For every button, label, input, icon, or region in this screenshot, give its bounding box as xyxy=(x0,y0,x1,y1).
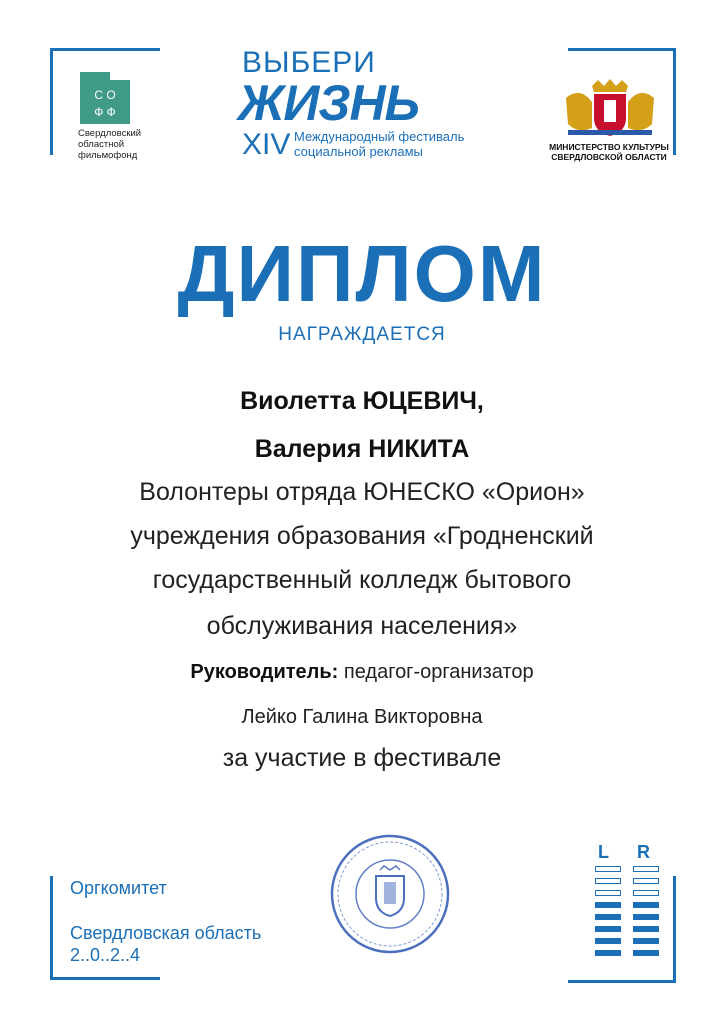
leader-name: Лейко Галина Викторовна xyxy=(241,706,483,728)
meter-bar xyxy=(633,902,659,908)
org-committee: Оргкомитет xyxy=(70,878,167,898)
festival-subtitle xyxy=(294,129,514,159)
meter-right-label: R xyxy=(637,842,650,862)
diploma-title: ДИПЛОМ xyxy=(177,229,547,318)
coat-of-arms-icon xyxy=(562,78,658,138)
meter-bar xyxy=(633,926,659,932)
meter-bar xyxy=(633,950,659,956)
festival-edition: XIV xyxy=(242,128,291,161)
description-line: учреждения образования «Гродненский xyxy=(130,522,594,550)
meter-bar xyxy=(595,890,621,896)
logo-monogram-bottom: Ф Ф xyxy=(94,105,116,119)
caption-line: Свердловский xyxy=(78,128,142,139)
leader-line xyxy=(0,661,724,684)
subtitle-line: социальной рекламы xyxy=(294,144,423,159)
description-line: обслуживания населения» xyxy=(206,612,518,640)
award-reason: за участие в фестивале xyxy=(222,744,502,772)
description-line: государственный колледж бытового xyxy=(152,566,572,594)
year-text: 2..0..2..4 xyxy=(70,945,141,965)
bottom-left-bracket xyxy=(50,876,53,980)
meter-bar xyxy=(595,878,621,884)
ministry-caption xyxy=(545,142,673,162)
logo-monogram-top: С О xyxy=(94,88,116,102)
leader-role: педагог-организатор xyxy=(338,661,534,683)
recipient-name: Виолетта ЮЦЕВИЧ, xyxy=(240,387,484,415)
meter-bar xyxy=(633,866,659,872)
meter-bar xyxy=(595,866,621,872)
meter-bar xyxy=(595,950,621,956)
festival-top-word: ВЫБЕРИ xyxy=(242,46,376,79)
meter-bar xyxy=(633,878,659,884)
festival-big-word: ЖИЗНЬ xyxy=(238,75,419,131)
caption-line: областной xyxy=(78,139,125,150)
top-left-bracket xyxy=(50,48,79,155)
bottom-left-bracket-base xyxy=(50,977,160,980)
official-stamp-icon xyxy=(328,832,452,956)
region-text: Свердловская область xyxy=(70,923,262,943)
meter-bar xyxy=(633,890,659,896)
meter-bar xyxy=(595,938,621,944)
meter-bar xyxy=(633,914,659,920)
ministry-line: СВЕРДЛОВСКОЙ ОБЛАСТИ xyxy=(551,152,667,162)
top-left-bracket-tail xyxy=(50,48,160,51)
subtitle-line: Международный фестиваль xyxy=(294,129,465,144)
recipient-name: Валерия НИКИТА xyxy=(254,435,470,463)
awarded-label: НАГРАЖДАЕТСЯ xyxy=(278,324,446,345)
film-fund-caption xyxy=(78,128,188,161)
bottom-right-bracket xyxy=(568,876,676,983)
description-line: Волонтеры отряда ЮНЕСКО «Орион» xyxy=(139,478,585,506)
meter-bar xyxy=(595,914,621,920)
film-fund-logo xyxy=(80,72,130,124)
meter-bar xyxy=(595,926,621,932)
org-region xyxy=(70,922,261,966)
leader-label: Руководитель: xyxy=(190,661,339,683)
meter-bar xyxy=(595,902,621,908)
ministry-line: МИНИСТЕРСТВО КУЛЬТУРЫ xyxy=(549,142,669,152)
meter-bar xyxy=(633,938,659,944)
caption-line: фильмофонд xyxy=(78,150,138,161)
meter-left-label: L xyxy=(598,842,609,862)
